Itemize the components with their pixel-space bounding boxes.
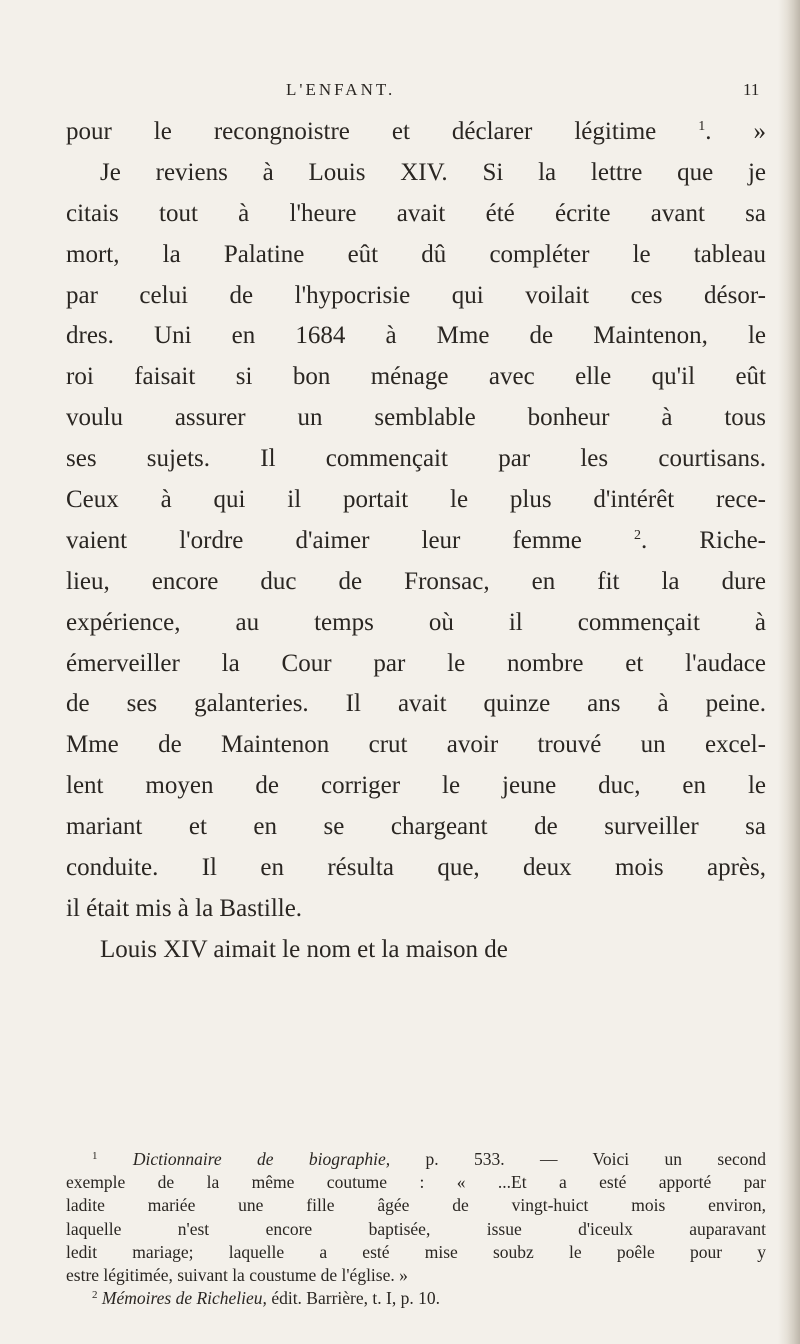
footnote-line: ladite mariée une fille âgée de vingt-huict mois environ, (66, 1195, 766, 1216)
text-line: Je reviens à Louis XIV. Si la lettre que je (100, 158, 766, 186)
footnote-1-title: Dictionnaire de biographie, (132, 1149, 391, 1169)
main-text (66, 112, 766, 971)
text-line: vaient l'ordre d'aimer leur femme $^2$. Riche- (66, 526, 766, 554)
text-line: il était mis à la Bastille. (66, 894, 303, 922)
footnote-ref-2: 2 (634, 527, 641, 543)
footnote-line: ledit mariage; laquelle a esté mise soubz le poêle pour y (66, 1241, 766, 1262)
text-line: de ses galanteries. Il avait quinze ans à peine. (66, 690, 766, 718)
text-line: ses sujets. Il commençait par les courtisans. (66, 445, 766, 473)
footnote-line: exemple de la même coutume : « ...Et a esté apporté par (66, 1172, 766, 1193)
text-line: lent moyen de corriger le jeune duc, en le (66, 772, 766, 800)
text-line: citais tout à l'heure avait été écrite avant sa (66, 199, 766, 227)
footnote-line: estre légitimée, suivant la coustume de l'église. » (66, 1264, 408, 1285)
text-line: mort, la Palatine eût dû compléter le tableau (66, 240, 766, 268)
footnote-2-title: Mémoires de Richelieu, (101, 1288, 267, 1309)
text-line: pour le recongnoistre et déclarer légitime $^1$. » (66, 118, 767, 145)
footnotes (66, 1148, 766, 1310)
text-line: conduite. Il en résulta que, deux mois après, (66, 854, 766, 882)
running-head: L'ENFANT. (286, 80, 396, 99)
text-line: mariant et en se chargeant de surveiller sa (66, 813, 766, 841)
text-line: lieu, encore duc de Fronsac, en fit la dure (66, 567, 766, 595)
footnote-line: laquelle n'est encore baptisée, issue d'iceulx auparavant (66, 1218, 766, 1239)
text-line: dres. Uni en 1684 à Mme de Maintenon, le (66, 322, 766, 350)
page-header (0, 80, 800, 110)
text-line: par celui de l'hypocrisie qui voilait ces désor- (66, 281, 766, 309)
text-line: Mme de Maintenon crut avoir trouvé un excel- (66, 731, 766, 759)
text-line: voulu assurer un semblable bonheur à tous (66, 404, 766, 432)
footnote-ref-1: 1 (698, 119, 706, 134)
footnote-2: $^2$ Mémoires de Richelieu, édit. Barrière, t. I, p. 10. (92, 1288, 440, 1309)
text-line: expérience, au temps où il commençait à (66, 608, 766, 636)
text-line: Louis XIV aimait le nom et la maison de (100, 935, 508, 963)
text-line: Ceux à qui il portait le plus d'intérêt rece- (66, 486, 766, 514)
text-line: roi faisait si bon ménage avec elle qu'il eût (66, 363, 766, 391)
footnote-1: $^1$ Dictionnaire de biographie, p. 533. — Voici un second (92, 1149, 767, 1169)
page-edge-shadow (778, 0, 800, 1344)
text-line: émerveiller la Cour par le nombre et l'audace (66, 649, 766, 677)
page-number: 11 (743, 80, 760, 99)
